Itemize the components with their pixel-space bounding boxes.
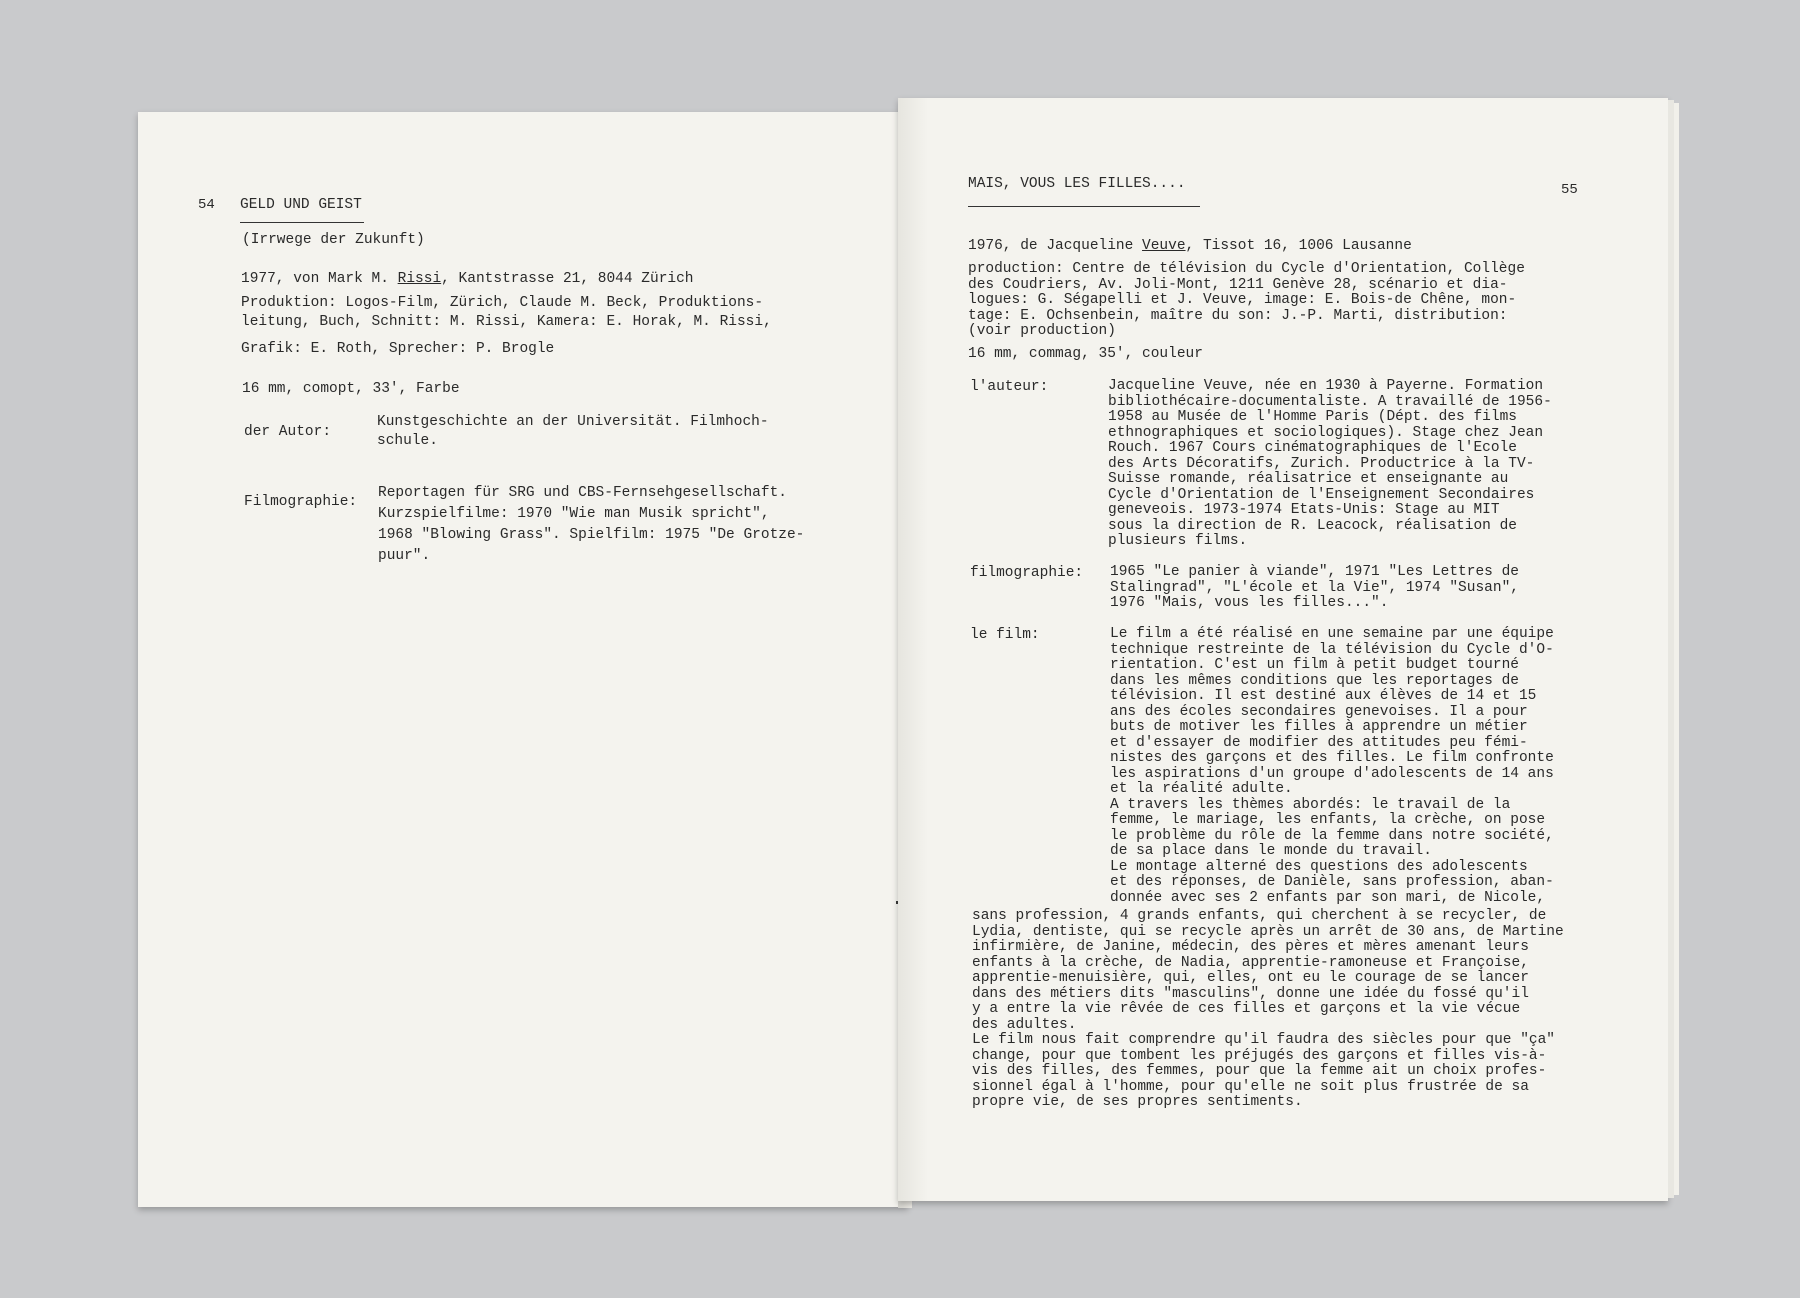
left-subtitle: (Irrwege der Zukunft)	[242, 232, 425, 248]
auteur-text: Jacqueline Veuve, née en 1930 à Payerne. Formation bibliothécaire-documentaliste. A travaillé de 1956- 1958 au Musée de l'Homme Paris (Dépt. des films ethnographiques et sociologiques). Stage chez Jean Rouch. 1967 Cours cinématographiques de l'Ecole des Arts Décoratifs, Zurich. Productrice à la TV- Suisse romande, réalisatrice et enseignante au Cycle d'Orientation de l'Enseignement Secondaires geneveois. 1973-1974 Etats-Unis: Stage au MIT sous la direction de R. Leacock, réalisation de plusieurs films.	[1108, 378, 1552, 549]
author-name: Veuve	[1142, 238, 1186, 254]
left-credits-line1	[241, 270, 694, 289]
credits-address: , Kantstrasse 21, 8044 Zürich	[441, 271, 694, 287]
autor-text: Kunstgeschichte an der Universität. Filmhoch- schule.	[377, 414, 769, 449]
film-text: Le film a été réalisé en une semaine par une équipe technique restreinte de la télévision du Cycle d'O- rientation. C'est un film à petit budget tourné dans les mêmes conditions que les reportages de télévision. Il est destiné aux élèves de 14 et 15 ans des écoles secondaires genevoises. Il a pour buts de motiver les filles à apprendre un métier et d'essayer de modifier des attitudes peu fémi- nistes des garçons et des filles. Le film confronte les aspirations d'un groupe d'adolescents de 14 ans et la réalité adulte. A travers les thèmes abordés: le travail de la femme, le mariage, les enfants, la crèche, on pose le problème du rôle de la femme dans notre société, de sa place dans le monde du travail. Le montage alterné des questions des adolescents et des réponses, de Danièle, sans profession, aban- donnée avec ses 2 enfants par son mari, de Nicole,	[1110, 626, 1554, 906]
left-credits-line: Grafik: E. Roth, Sprecher: P. Brogle	[241, 341, 555, 357]
filmographie-label: Filmographie:	[244, 494, 358, 510]
right-page-title: MAIS, VOUS LES FILLES....	[968, 176, 1186, 192]
credits-prefix: 1976, de Jacqueline	[968, 238, 1143, 254]
auteur-label: l'auteur:	[970, 379, 1049, 395]
left-format: 16 mm, comopt, 33', Farbe	[242, 381, 460, 397]
right-format: 16 mm, commag, 35', couleur	[968, 346, 1203, 362]
right-credits	[968, 238, 1412, 254]
right-page-number: 55	[1561, 182, 1578, 198]
credits-prefix: 1977, von Mark M.	[241, 271, 398, 287]
left-page-number: 54	[198, 197, 215, 213]
film-label: le film:	[970, 627, 1040, 643]
spine-mark	[896, 901, 898, 904]
left-credits-line: leitung, Buch, Schnitt: M. Rissi, Kamera: E. Horak, M. Rissi,	[241, 314, 772, 330]
left-page-title: GELD UND GEIST	[240, 197, 362, 213]
filmographie-text: 1965 "Le panier à viande", 1971 "Les Lettres de Stalingrad", "L'école et la Vie", 1974 "Susan", 1976 "Mais, vous les filles...".	[1110, 564, 1519, 611]
production-text: production: Centre de télévision du Cycle d'Orientation, Collège des Coudriers, Av. Joli-Mont, 1211 Genève 28, scénario et dia- logues: G. Ségapelli et J. Veuve, image: E. Bois-de Chêne, mon- tage: E. Ochsenbein, maître du son: J.-P. Marti, distribution: (voir production)	[968, 261, 1525, 339]
author-name: Rissi	[397, 271, 442, 287]
left-credits-line: Produktion: Logos-Film, Zürich, Claude M. Beck, Produktions-	[241, 295, 764, 311]
page-edge	[1674, 103, 1679, 1195]
title-underline	[240, 222, 364, 223]
autor-label: der Autor:	[244, 424, 332, 440]
title-underline	[968, 206, 1200, 207]
credits-address: , Tissot 16, 1006 Lausanne	[1185, 238, 1412, 254]
filmographie-label: filmographie:	[970, 565, 1084, 581]
film-text-continued: sans profession, 4 grands enfants, qui cherchent à se recycler, de Lydia, dentiste, qui se recycle après un arrêt de 30 ans, de Martine infirmière, de Janine, médecin, des pères et mères amenant leurs enfants à la crèche, de Nadia, apprentie-ramoneuse et Françoise, apprentie-menuisière, qui, elles, ont eu le courage de se lancer dans des métiers dits "masculins", donne une idée du fossé qu'il y a entre la vie rêvée de ces filles et garçons et la vie vécue des adultes. Le film nous fait comprendre qu'il faudra des siècles pour que "ça" change, pour que tombent les préjugés des garçons et filles vis-à- vis des filles, des femmes, pour que la femme ait un choix profes- sionnel égal à l'homme, pour qu'elle ne soit plus frustrée de sa propre vie, de ses propres sentiments.	[972, 908, 1564, 1110]
filmographie-text: Reportagen für SRG und CBS-Fernsehgesellschaft. Kurzspielfilme: 1970 "Wie man Musik spricht", 1968 "Blowing Grass". Spielfilm: 1975 "De Grotze- puur".	[378, 485, 805, 564]
